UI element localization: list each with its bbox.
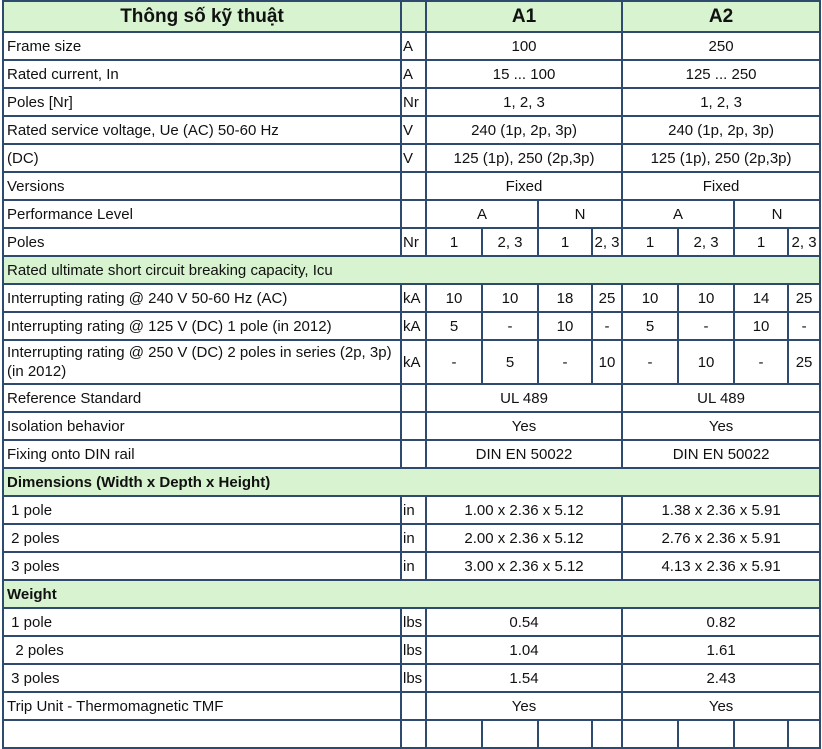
value-a2: 0.82	[622, 608, 820, 636]
row-label: Isolation behavior	[3, 412, 401, 440]
row-unit: lbs	[401, 608, 426, 636]
value-cell: -	[734, 340, 788, 384]
value-a2: 4.13 x 2.36 x 5.91	[622, 552, 820, 580]
value-a2: 250	[622, 32, 820, 60]
row-unit: kA	[401, 284, 426, 312]
row-unit: in	[401, 524, 426, 552]
row-unit: in	[401, 496, 426, 524]
value-cell: 1	[734, 228, 788, 256]
row-unit: lbs	[401, 664, 426, 692]
icu-row	[3, 312, 820, 340]
empty-cell	[622, 720, 678, 748]
row-label: 2 poles	[3, 524, 401, 552]
value-a1: DIN EN 50022	[426, 440, 622, 468]
value-a1: UL 489	[426, 384, 622, 412]
value-cell: 10	[734, 312, 788, 340]
row-unit	[401, 384, 426, 412]
value-cell: 10	[592, 340, 622, 384]
value-cell: 2, 3	[592, 228, 622, 256]
value-a1: 1, 2, 3	[426, 88, 622, 116]
row-unit: V	[401, 116, 426, 144]
empty-cell	[788, 720, 820, 748]
value-a1: Yes	[426, 412, 622, 440]
row-label: Performance Level	[3, 200, 401, 228]
icu-row	[3, 340, 820, 384]
empty-cell	[734, 720, 788, 748]
row-label: 3 poles	[3, 552, 401, 580]
spec-row	[3, 412, 820, 440]
icu-section	[3, 256, 820, 284]
value-a1: 2.00 x 2.36 x 5.12	[426, 524, 622, 552]
row-label: 3 poles	[3, 664, 401, 692]
dimension-row	[3, 496, 820, 524]
value-cell: 2, 3	[678, 228, 734, 256]
empty-cell	[678, 720, 734, 748]
value-cell: 25	[788, 284, 820, 312]
value-a1: 240 (1p, 2p, 3p)	[426, 116, 622, 144]
spec-row	[3, 144, 820, 172]
empty-cell	[401, 720, 426, 748]
empty-cell	[592, 720, 622, 748]
value-cell: 1	[622, 228, 678, 256]
empty-cell	[538, 720, 592, 748]
row-unit: in	[401, 552, 426, 580]
value-cell: 2, 3	[788, 228, 820, 256]
value-cell: -	[622, 340, 678, 384]
row-label: Rated service voltage, Ue (AC) 50-60 Hz	[3, 116, 401, 144]
value-cell: 10	[426, 284, 482, 312]
value-a1: 0.54	[426, 608, 622, 636]
value-a2: Fixed	[622, 172, 820, 200]
row-unit: Nr	[401, 88, 426, 116]
row-label: Frame size	[3, 32, 401, 60]
row-unit: kA	[401, 312, 426, 340]
value-cell: 5	[482, 340, 538, 384]
value-cell: 10	[538, 312, 592, 340]
spec-row	[3, 88, 820, 116]
poles-row	[3, 228, 820, 256]
spec-row	[3, 32, 820, 60]
weight-row	[3, 608, 820, 636]
row-label: (DC)	[3, 144, 401, 172]
row-label: Versions	[3, 172, 401, 200]
row-label: Rated current, In	[3, 60, 401, 88]
header-title: Thông số kỹ thuật	[3, 1, 401, 32]
value-cell: 25	[788, 340, 820, 384]
value-a1: 1.04	[426, 636, 622, 664]
value-cell: 10	[622, 284, 678, 312]
header-row	[3, 1, 820, 32]
dimensions-section	[3, 468, 820, 496]
row-label: Poles	[3, 228, 401, 256]
value-a1: 125 (1p), 250 (2p,3p)	[426, 144, 622, 172]
weight-section	[3, 580, 820, 608]
value-a1: Yes	[426, 692, 622, 720]
value-a2: Yes	[622, 412, 820, 440]
value-cell: -	[788, 312, 820, 340]
weight-row	[3, 636, 820, 664]
spec-table	[2, 0, 821, 749]
dimension-row	[3, 524, 820, 552]
value-cell: -	[538, 340, 592, 384]
dimension-row	[3, 552, 820, 580]
row-unit	[401, 200, 426, 228]
value-a1: 100	[426, 32, 622, 60]
value-a2: 2.43	[622, 664, 820, 692]
level-a1-a: A	[426, 200, 538, 228]
row-unit	[401, 692, 426, 720]
value-a2: DIN EN 50022	[622, 440, 820, 468]
empty-cell	[3, 720, 401, 748]
value-cell: 14	[734, 284, 788, 312]
row-unit: kA	[401, 340, 426, 384]
value-a2: 2.76 x 2.36 x 5.91	[622, 524, 820, 552]
empty-cell	[482, 720, 538, 748]
value-cell: 1	[538, 228, 592, 256]
row-label: Interrupting rating @ 250 V (DC) 2 poles in series (2p, 3p) (in 2012)	[3, 340, 401, 384]
level-a2-a: A	[622, 200, 734, 228]
value-a2: Yes	[622, 692, 820, 720]
level-a2-n: N	[734, 200, 820, 228]
spec-row	[3, 116, 820, 144]
value-a2: 125 (1p), 250 (2p,3p)	[622, 144, 820, 172]
value-cell: 10	[678, 284, 734, 312]
row-label: Interrupting rating @ 240 V 50-60 Hz (AC)	[3, 284, 401, 312]
value-a1: 1.00 x 2.36 x 5.12	[426, 496, 622, 524]
spec-row	[3, 440, 820, 468]
spec-row	[3, 172, 820, 200]
header-a2: A2	[622, 1, 820, 32]
row-label: 1 pole	[3, 496, 401, 524]
row-unit	[401, 412, 426, 440]
header-unit	[401, 1, 426, 32]
value-a1: 15 ... 100	[426, 60, 622, 88]
value-a2: 1, 2, 3	[622, 88, 820, 116]
row-unit: V	[401, 144, 426, 172]
value-a2: 240 (1p, 2p, 3p)	[622, 116, 820, 144]
empty-cell	[426, 720, 482, 748]
value-a2: 1.38 x 2.36 x 5.91	[622, 496, 820, 524]
row-unit: A	[401, 32, 426, 60]
value-cell: -	[678, 312, 734, 340]
trip-unit-row	[3, 692, 820, 720]
value-cell: 18	[538, 284, 592, 312]
row-label: 1 pole	[3, 608, 401, 636]
spec-row	[3, 60, 820, 88]
value-cell: 10	[678, 340, 734, 384]
value-a2: UL 489	[622, 384, 820, 412]
value-cell: -	[482, 312, 538, 340]
value-a1: 1.54	[426, 664, 622, 692]
row-unit: lbs	[401, 636, 426, 664]
row-label: Reference Standard	[3, 384, 401, 412]
value-cell: -	[592, 312, 622, 340]
performance-row	[3, 200, 820, 228]
value-a2: 1.61	[622, 636, 820, 664]
row-label: Fixing onto DIN rail	[3, 440, 401, 468]
partial-row	[3, 720, 820, 748]
value-cell: 10	[482, 284, 538, 312]
value-a1: 3.00 x 2.36 x 5.12	[426, 552, 622, 580]
value-a1: Fixed	[426, 172, 622, 200]
section-title: Weight	[3, 580, 820, 608]
row-unit: A	[401, 60, 426, 88]
value-a2: 125 ... 250	[622, 60, 820, 88]
row-unit	[401, 440, 426, 468]
value-cell: 25	[592, 284, 622, 312]
row-label: Interrupting rating @ 125 V (DC) 1 pole (in 2012)	[3, 312, 401, 340]
spec-row	[3, 384, 820, 412]
value-cell: 2, 3	[482, 228, 538, 256]
row-label: Trip Unit - Thermomagnetic TMF	[3, 692, 401, 720]
section-title: Dimensions (Width x Depth x Height)	[3, 468, 820, 496]
row-label: 2 poles	[3, 636, 401, 664]
weight-row	[3, 664, 820, 692]
value-cell: 5	[622, 312, 678, 340]
row-unit: Nr	[401, 228, 426, 256]
icu-row	[3, 284, 820, 312]
row-unit	[401, 172, 426, 200]
level-a1-n: N	[538, 200, 622, 228]
value-cell: 1	[426, 228, 482, 256]
header-a1: A1	[426, 1, 622, 32]
value-cell: 5	[426, 312, 482, 340]
section-title: Rated ultimate short circuit breaking capacity, Icu	[3, 256, 820, 284]
value-cell: -	[426, 340, 482, 384]
row-label: Poles [Nr]	[3, 88, 401, 116]
